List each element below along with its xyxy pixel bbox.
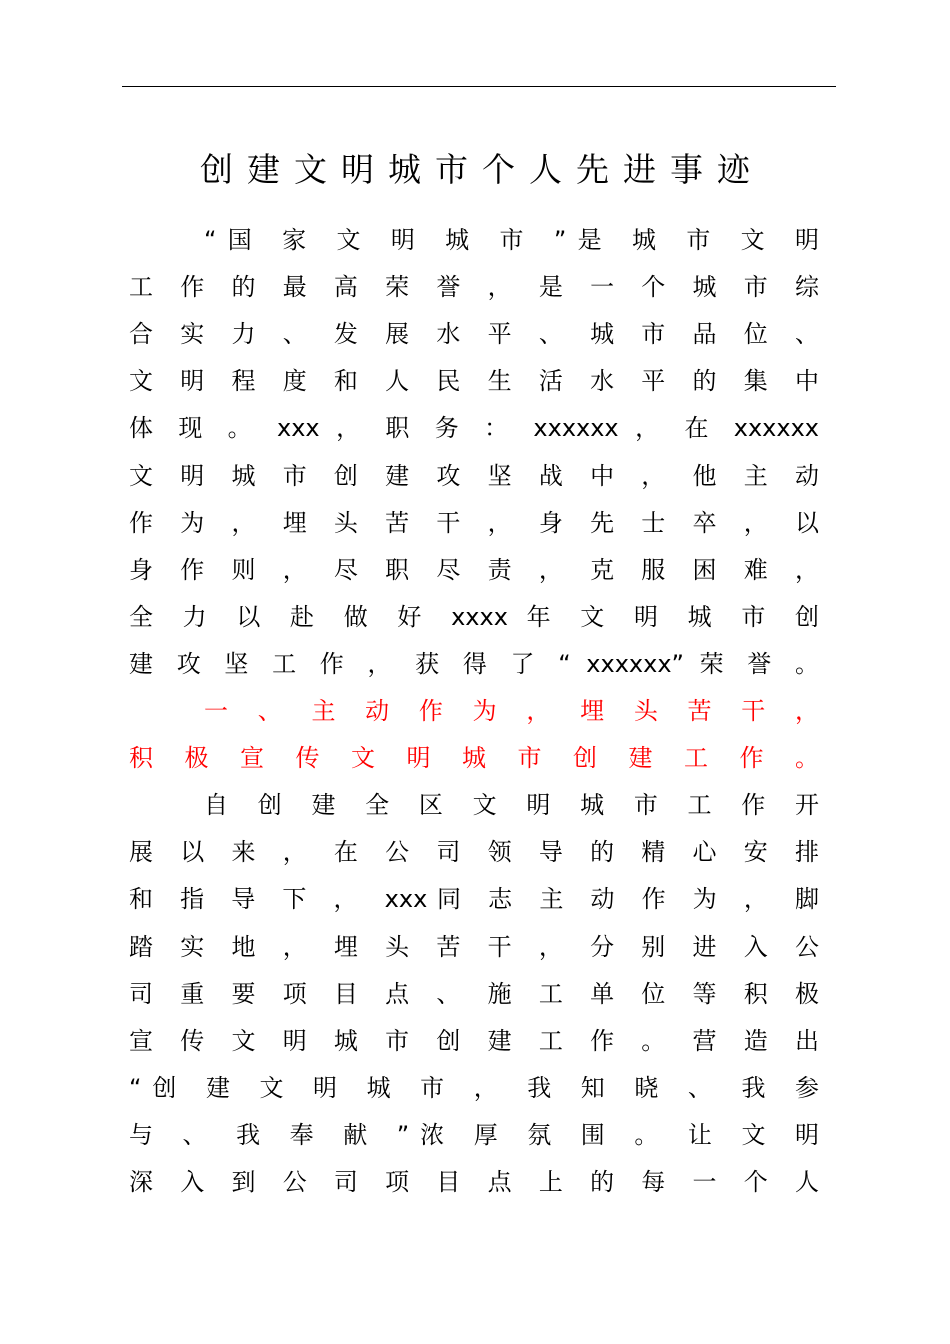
text-line: 和 指 导 下 ， xxx同 志 主 动 作 为 ， 脚 (129, 885, 819, 913)
text-line: 身 作 则 ， 尽 职 尽 责 ， 克 服 困 难 ， (129, 556, 819, 584)
text-line: 合 实 力 、 发 展 水 平 、 城 市 品 位 、 (129, 320, 819, 348)
text-line: “创 建 文 明 城 市 ， 我 知 晓 、 我 参 (129, 1074, 819, 1102)
header-rule (122, 86, 836, 87)
text-line: “国 家 文 明 城 市 ”是 城 市 文 明 (204, 226, 819, 254)
text-line: 踏 实 地 ， 埋 头 苦 干 ， 分 别 进 入 公 (129, 933, 819, 961)
text-line: 深 入 到 公 司 项 目 点 上 的 每 一 个 人 (129, 1168, 819, 1196)
text-line: 一 、 主 动 作 为 ， 埋 头 苦 干 ， (204, 697, 819, 725)
text-line: 作 为 ， 埋 头 苦 干 ， 身 先 士 卒 ， 以 (129, 509, 819, 537)
text-line: 积 极 宣 传 文 明 城 市 创 建 工 作 。 (129, 744, 819, 772)
text-line: 体 现 。 xxx ， 职 务 ： xxxxxx ， 在 xxxxxx (129, 414, 819, 442)
text-line: 司 重 要 项 目 点 、 施 工 单 位 等 积 极 (129, 980, 819, 1008)
text-line: 工 作 的 最 高 荣 誉 ， 是 一 个 城 市 综 (129, 273, 819, 301)
text-line: 宣 传 文 明 城 市 创 建 工 作 。 营 造 出 (129, 1027, 819, 1055)
text-line: 文 明 程 度 和 人 民 生 活 水 平 的 集 中 (129, 367, 819, 395)
page-title: 创建文明城市个人先进事迹 (200, 150, 764, 189)
text-line: 建 攻 坚 工 作 ， 获 得 了 “ xxxxxx” 荣 誉 。 (129, 650, 819, 678)
text-line: 文 明 城 市 创 建 攻 坚 战 中 ， 他 主 动 (129, 462, 819, 490)
text-line: 与 、 我 奉 献 ”浓 厚 氛 围 。 让 文 明 (129, 1121, 819, 1149)
text-line: 全 力 以 赴 做 好 xxxx 年 文 明 城 市 创 (129, 603, 819, 631)
text-line: 自 创 建 全 区 文 明 城 市 工 作 开 (204, 791, 819, 819)
text-line: 展 以 来 ， 在 公 司 领 导 的 精 心 安 排 (129, 838, 819, 866)
